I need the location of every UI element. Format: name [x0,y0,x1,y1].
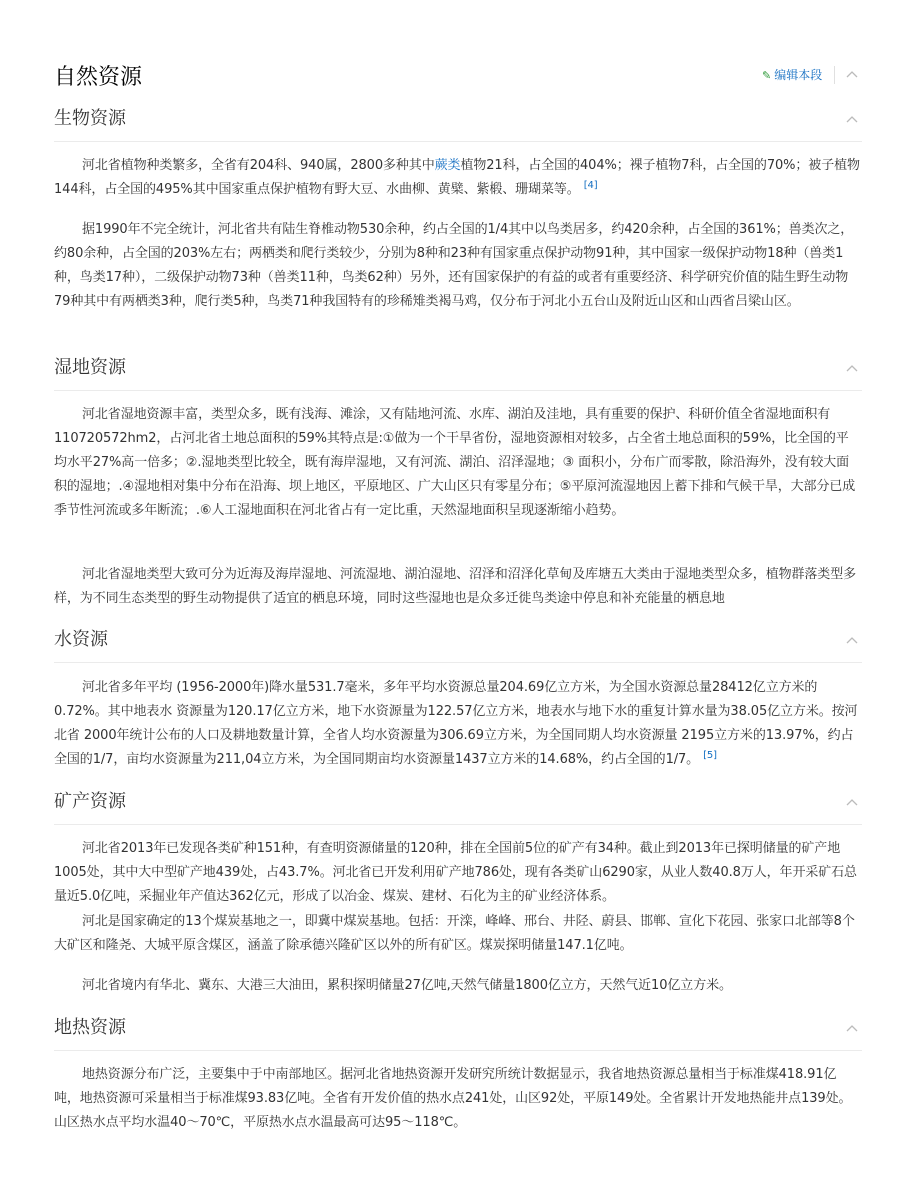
paragraph-text: 河北省多年平均 (1956-2000年)降水量531.7毫米，多年平均水资源总量204.69亿立方米，为全国水资源总量28412亿立方米的0.72%。其中地表水 资源量为120.17亿立方米，地下水资源量为122.57亿立方米，地表水与地下水的重复计算水量为38.05亿立方米。按河北省 2000年统计公布的人口及耕地数量计算，全省人均水资源量为306.69立方米，为全国同期人均水资源量 2195立方米的13.97%，约占全国的1/7，亩均水资源量为211,04立方米，为全国同期亩均水资源量1437立方米的14.68%，约占全国的1/7。 [54,680,858,767]
section-title: 水资源 [54,629,108,650]
pencil-icon: ✎ [762,69,772,82]
edit-section-button[interactable] [762,66,822,85]
section-divider [54,141,862,142]
page-title: 自然资源 [54,65,143,90]
section-water [54,627,862,653]
section-title: 地热资源 [54,1017,126,1038]
paragraph-text: 河北省植物种类繁多，全省有204科、940属，2800多种其中 [82,158,435,173]
section-divider [54,1050,862,1051]
section-geothermal [54,1015,862,1041]
paragraph: 据1990年不完全统计，河北省共有陆生脊椎动物530余种，约占全国的1/4其中以鸟类居多，约420余种，占全国的361%；兽类次之，约80余种，占全国的203%左右；两栖类和爬行类较少，分别为8种和23种有国家重点保护动物91种，其中国家一级保护动物18种（兽类1种，鸟类17种），二级保护动物73种（兽类11种，鸟类62种）另外，还有国家保护的有益的或者有重要经济、科学研究价值的陆生野生动物79种其中有两栖类3种，爬行类5种，鸟类71种我国特有的珍稀雉类褐马鸡，仅分布于河北小五台山及附近山区和山西省吕梁山区。 [54,222,854,309]
section-biology [54,106,862,132]
section-divider [54,390,862,391]
collapse-icon[interactable] [846,70,856,80]
section-mineral [54,789,862,815]
section-divider [54,824,862,825]
paragraph [54,154,860,202]
reference-link[interactable]: [5] [703,749,717,761]
section-title: 矿产资源 [54,791,126,812]
paragraph: 河北是国家确定的13个煤炭基地之一，即冀中煤炭基地。包括：开滦，峰峰、邢台、井陉、蔚县、邯郸、宣化下花园、张家口北部等8个大矿区和隆尧、大城平原含煤区，涵盖了除承德兴隆矿区以外的所有矿区。煤炭探明储量147.1亿吨。 [54,914,855,953]
collapse-icon[interactable] [846,1024,856,1034]
term-link[interactable]: 蕨类 [434,158,461,173]
section-title: 生物资源 [54,108,126,129]
collapse-icon[interactable] [846,798,856,808]
section-wetland [54,355,862,381]
paragraph: 河北省2013年已发现各类矿种151种，有查明资源储量的120种，排在全国前5位的矿产有34种。截止到2013年已探明储量的矿产地1005处，其中大中型矿产地439处，占43.7%。河北省已开发利用矿产地786处，现有各类矿山6290家，从业人数40.8万人，年开采矿石总量近5.0亿吨，采掘业年产值达362亿元，形成了以冶金、煤炭、建材、石化为主的矿业经济体系。 [54,841,857,904]
reference-link[interactable]: [4] [583,179,598,191]
section-title: 湿地资源 [54,357,126,378]
paragraph [54,676,860,772]
paragraph-text: 植物21科，占全国的404%；裸子植物7科，占全国的70%；被子植物144科，占全国的495%其中国家重点保护植物有野大豆、水曲柳、黄檗、紫椴、珊瑚菜等。 [54,158,860,197]
collapse-icon[interactable] [846,636,856,646]
paragraph: 河北省湿地类型大致可分为近海及海岸湿地、河流湿地、湖泊湿地、沼泽和沼泽化草甸及库塘五大类由于湿地类型众多，植物群落类型多样，为不同生态类型的野生动物提供了适宜的栖息环境，同时这些湿地也是众多迁徙鸟类途中停息和补充能量的栖息地 [54,567,857,606]
collapse-icon[interactable] [846,364,856,374]
section-divider [54,662,862,663]
paragraph: 地热资源分布广泛，主要集中于中南部地区。据河北省地热资源开发研究所统计数据显示，我省地热资源总量相当于标准煤418.91亿吨，地热资源可采量相当于标准煤93.83亿吨。全省有开发价值的热水点241处，山区92处，平原149处。全省累计开发地热能井点139处。山区热水点平均水温40～70℃，平原热水点水温最高可达95～118℃。 [54,1067,852,1130]
paragraph: 河北省湿地资源丰富，类型众多，既有浅海、滩涂，又有陆地河流、水库、湖泊及洼地，具有重要的保护、科研价值全省湿地面积有110720572hm2，占河北省土地总面积的59%其特点是:①做为一个干旱省份，湿地资源相对较多，占全省土地总面积的59%，比全国的平均水平27%高一倍多；②.湿地类型比较全，既有海岸湿地，又有河流、湖泊、沼泽湿地；③ 面积小，分布广而零散，除沿海外，没有较大面积的湿地；.④湿地相对集中分布在沿海、坝上地区，平原地区、广大山区只有零星分布；⑤平原河流湿地因上蓄下排和气候干旱，大部分已成季节性河流或多年断流；.⑥人工湿地面积在河北省占有一定比重，天然湿地面积呈现逐渐缩小趋势。 [54,407,856,518]
paragraph: 河北省境内有华北、冀东、大港三大油田，累积探明储量27亿吨,天然气储量1800亿立方，天然气近10亿立方米。 [82,978,732,993]
edit-label: 编辑本段 [774,68,823,82]
collapse-icon[interactable] [846,115,856,125]
divider [834,66,835,84]
